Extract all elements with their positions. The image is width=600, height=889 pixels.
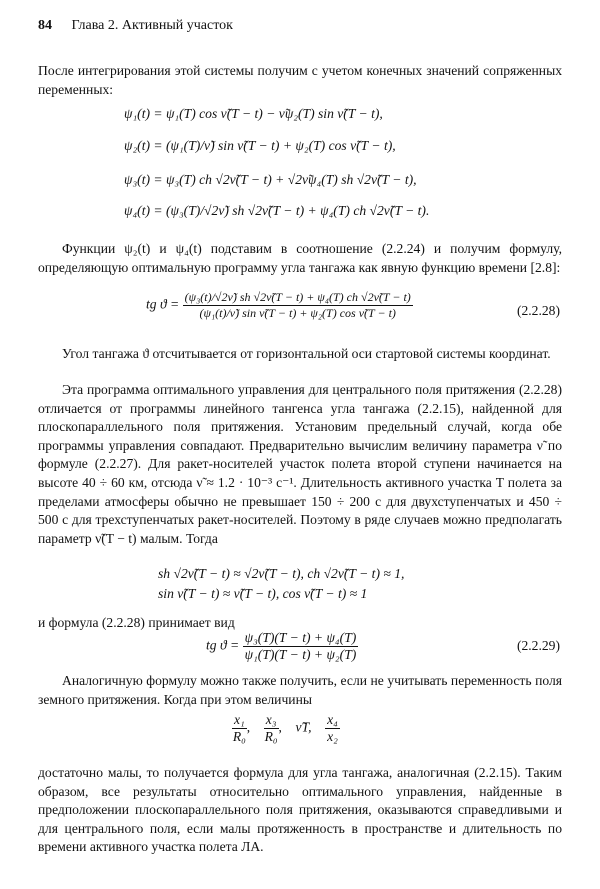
equation-2228-lhs: tg ϑ = bbox=[146, 296, 180, 312]
ratio-x1-r0 bbox=[232, 712, 247, 745]
running-header bbox=[38, 18, 568, 34]
equation-2229-numerator: ψ₃(T)(T − t) + ψ₄(T) bbox=[244, 630, 357, 645]
equation-2229 bbox=[206, 630, 358, 663]
ratio-denominator: R₀ bbox=[264, 729, 278, 744]
paragraph-analogous: Аналогичную формулу можно также получить, если не учитывать переменность поля земного притяжения. Когда при этом величины bbox=[38, 673, 562, 707]
equation-2228-numerator: (ψ₃(t)/√2ν̃) sh √2ν̃(T − t) + ψ₄(T) ch √2ν̃(T − t) bbox=[184, 290, 411, 304]
paragraph-intro: После интегрирования этой системы получим с учетом конечных значений сопряженных переменных: bbox=[38, 63, 562, 97]
equation-psi1: ψ₁(t) = ψ₁(T) cos ν̃(T − t) − ν̃ψ₂(T) sin ν̃(T − t), bbox=[124, 106, 383, 121]
equation-label-2229: (2.2.29) bbox=[516, 638, 560, 653]
equation-2228-denominator: (ψ₁(t)/ν̃) sin ν̃(T − t) + ψ₂(T) cos ν̃(T − t) bbox=[199, 306, 396, 320]
chapter-title: Глава 2. Активный участок bbox=[71, 18, 233, 33]
equation-2229-lhs: tg ϑ = bbox=[206, 637, 240, 653]
ratio-numerator: x₃ bbox=[265, 712, 277, 727]
page-number: 84 bbox=[38, 18, 52, 33]
approx-line-1: sh √2ν̃(T − t) ≈ √2ν̃(T − t), ch √2ν̃(T − t) ≈ 1, bbox=[158, 566, 405, 581]
ratio-numerator: x₁ bbox=[234, 712, 245, 727]
ratio-denominator: x₂ bbox=[327, 729, 338, 744]
equation-2228 bbox=[146, 290, 413, 321]
ratio-x4-x2 bbox=[325, 712, 340, 745]
equation-psi3: ψ₃(t) = ψ₃(T) ch √2ν̃(T − t) + √2ν̃ψ₄(T) sh √2ν̃(T − t), bbox=[124, 172, 417, 187]
equation-2228-fraction bbox=[183, 290, 413, 321]
paragraph-formula-form: и формула (2.2.28) принимает вид bbox=[38, 615, 235, 630]
equation-label-2228: (2.2.28) bbox=[516, 303, 560, 318]
ratio-nu-t: ν̃T, bbox=[295, 719, 312, 735]
ratios-row: $\frac{\text{x₁}}{\text{R₀}}$ , $\frac{\text{x₃}}{\text{R₀}}$ , ν̃T, $\frac{\text{x₄}}{\text{x₂}}$ bbox=[232, 712, 338, 744]
ratio-denominator: R₀ bbox=[232, 729, 246, 744]
approx-line-2: sin ν̃(T − t) ≈ ν̃(T − t), cos ν̃(T − t) ≈ 1 bbox=[158, 586, 368, 601]
paragraph-functions: Функции ψ₂(t) и ψ₄(t) подставим в соотношение (2.2.24) и получим формулу, определяющую оптимальную программу угла тангажа как явную функцию времени [2.8]: bbox=[38, 241, 562, 275]
equation-psi2: ψ₂(t) = (ψ₁(T)/ν̃) sin ν̃(T − t) + ψ₂(T) cos ν̃(T − t), bbox=[124, 138, 396, 153]
equation-2229-denominator: ψ₁(T)(T − t) + ψ₂(T) bbox=[244, 647, 357, 662]
equation-psi4: ψ₄(t) = (ψ₃(T)/√2ν̃) sh √2ν̃(T − t) + ψ₄(T) ch √2ν̃(T − t). bbox=[124, 203, 430, 218]
ratio-numerator: x₄ bbox=[327, 712, 338, 727]
paragraph-conclusion: достаточно малы, то получается формула для угла тангажа, аналогичная (2.2.15). Таким образом, все результаты относительно оптимального управления, найденные в предположении плоскопараллельного поля притяжения, оказываются справедливыми и для центрального поля, если малы протяженность в пространстве и длительность по времени активного участка полета ЛА. bbox=[38, 765, 562, 855]
paragraph-pitch-angle: Угол тангажа ϑ отсчитывается от горизонтальной оси стартовой системы координат. bbox=[62, 346, 551, 361]
ratio-x3-r0 bbox=[264, 712, 279, 745]
equation-2229-fraction bbox=[243, 630, 359, 663]
paragraph-program: Эта программа оптимального управления для центрального поля притяжения (2.2.28) отличается от программы линейного тангенса угла тангажа (2.2.15), найденной для плоскопараллельного поля притяжения. Установим предельный случай, когда обе программы управления совпадают. Предварительно вычислим величину параметра ν̃ по формуле (2.2.27). Для ракет-носителей участок полета второй ступени начинается на высоте 40 ÷ 60 км, отсюда ν̃ ≈ 1.2 · 10⁻³ с⁻¹. Длительность активного участка T полета за пределами атмосферы обычно не превышает 150 ÷ 200 с для двухступенчатых и 450 ÷ 500 с для трехступенчатых ракет-носителей. Поэтому в ряде случаев можно предполагать параметр ν̃(T − t) малым. Тогда bbox=[38, 382, 562, 546]
